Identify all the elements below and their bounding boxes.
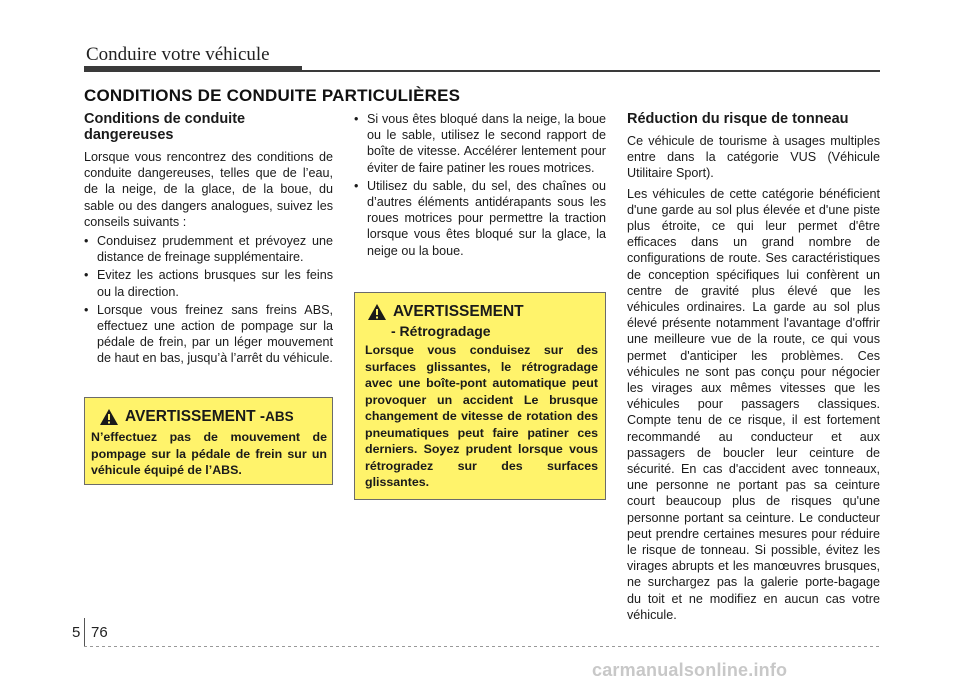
warning-text: Lorsque vous conduisez sur des surfaces glissantes, le rétrogradage avec une boîte-pont automatique peut provoquer un accident Le brusque changement de vitesse de rotation des pneumatiques peut faire patiner ces derniers. Soyez prudent lorsque vous rétrogradez sur des surfaces glissantes. [365,343,598,489]
list-item: • Utilisez du sable, du sel, des chaînes ou d’autres éléments antidérapants sous les roues motrices pour permettre la traction lorsque vous êtes bloqué sur la glace, la neige ou la boue. [354,178,606,258]
section-title: CONDITIONS DE CONDUITE PARTICULIÈRES [84,86,461,105]
watermark: carmanualsonline.info [592,660,788,680]
heading-dangerous-conditions: Conditions de conduite dangereuses [84,111,246,143]
warning-box-downshift [354,292,606,500]
footer-dashed-rule [84,646,880,647]
paragraph-suv: Ce véhicule de tourisme à usages multiples entre dans la catégorie VUS (Véhicule Utilitaire Sport). [627,134,880,181]
header-rule-thick [84,66,302,72]
list-item: • Evitez les actions brusques sur les feins ou la direction. [84,268,333,299]
warning-box-abs [84,397,333,485]
column-middle [354,111,606,261]
warning-header [367,303,524,321]
section-number: 5 [72,624,81,641]
column-left [84,111,333,369]
warning-subtitle: ABS [265,409,294,424]
warning-text: N’effectuez pas de mouvement de pompage sur la pédale de frein sur un véhicule équipé de l’ABS. [91,430,327,477]
list-item: • Si vous êtes bloqué dans la neige, la boue ou le sable, utilisez le second rapport de boîte de vitesse. Accélérer lentement pour éviter de faire patiner les roues motrices. [354,112,606,175]
list-item: • Lorsque vous freinez sans freins ABS, effectuez une action de pompage sur la pédale de frein, par un léger mouvement de haut en bas, jusqu’à l’arrêt du véhicule. [84,302,333,366]
warning-subtitle: - Rétrogradage [391,323,491,339]
warning-title: AVERTISSEMENT [393,303,524,320]
stuck-advice-list [354,111,606,259]
column-right [627,111,880,623]
warning-header [99,408,294,426]
page-divider [84,618,85,646]
warning-title: AVERTISSEMENT - [125,408,266,425]
list-item: • Conduisez prudemment et prévoyez une distance de freinage supplémentaire. [84,234,333,265]
header-rule-thin [302,70,880,72]
page-number: 76 [91,624,108,641]
warning-triangle-icon [367,303,387,321]
heading-rollover: Réduction du risque de tonneau [627,111,849,127]
warning-triangle-icon [99,408,119,426]
intro-paragraph: Lorsque vous rencontrez des conditions de conduite dangereuses, telles que de l’eau, de la neige, de la glace, de la boue, du sable ou des dangers analogues, suivez les conseils suivants : [84,150,333,229]
paragraph-rollover: Les véhicules de cette catégorie bénéficient d'une garde au sol plus élevée et d'une piste plus étroite, ce qui leur permet d'être efficaces dans un grand nombre de configurations de route. Ses caractéristiques de conception spécifiques lui confèrent un centre de gravité plus élevé que les véhicules ordinaires. La garde au sol plus élevé présente notamment l'avantage d'offrir une meilleure vue de la route, ce qui vous permet d'anticiper les problèmes. Ces véhicules ne sont pas conçu pour négocier les virages aux mêmes vitesses que les véhicules pour passagers classiques. Compte tenu de ce risque, il est fortement recommandé au conducteur et aux passagers de boucler leur ceinture de sécurité. En cas d'accident avec tonneaux, une personne ne portant pas sa ceinture court beaucoup plus de risques qu'une personne portant sa ceinture. Le conducteur peut prendre certaines mesures pour réduire le risque de tonneau. Si possible, évitez les virages abrupts et les manœuvres brusques, ne surchargez pas la galerie porte-bagage du toit et ne modifiez en aucun cas votre véhicule. [627,186,880,622]
chapter-title: Conduire votre véhicule [86,44,270,65]
advice-list [84,233,333,367]
